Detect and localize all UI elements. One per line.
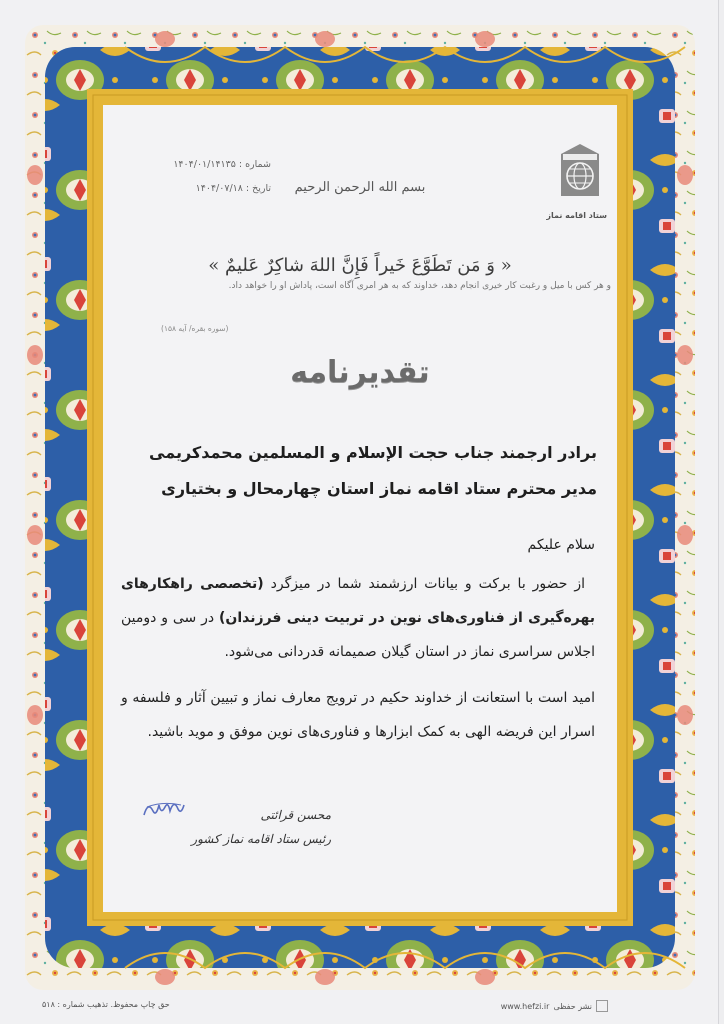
certificate-title: تقدیرنامه (290, 355, 430, 390)
number-value: ۱۴۰۴/۰۱/۱۴۱۳۵ (173, 159, 236, 170)
number-row (131, 153, 271, 177)
signer-name: محسن قرائتی (260, 808, 331, 822)
addressee-line-1: برادر ارجمند جناب حجت الإسلام و المسلمین محمدکریمی (149, 443, 597, 462)
publisher-logo-icon (596, 1000, 608, 1012)
verse-translation: و هر کس با میل و رغبت کار خیری انجام دهد، خداوند که به هر امری آگاه است، پاداش او را خواهد داد. (228, 281, 611, 291)
date-label: تاریخ : (245, 183, 271, 194)
date-value: ۱۴۰۴/۰۷/۱۸ (195, 183, 243, 194)
page-footer (0, 1000, 718, 1018)
salutation: سلام علیکم (527, 537, 595, 553)
number-label: شماره : (238, 159, 271, 170)
publisher-name: نشر حفظی (553, 1001, 592, 1011)
addressee (123, 435, 597, 507)
addressee-line-2: مدیر محترم ستاد اقامه نماز استان چهارمحال و بختیاری (161, 479, 597, 498)
p1-part-2: در سی و دومین اجلاس سراسری نماز در استان گیلان صمیمانه قدردانی می‌شود. (121, 610, 595, 660)
signature-block (151, 803, 331, 851)
p1-event-title: (تخصصی راهکارهای بهره‌گیری از فناوری‌های نوین در تربیت دینی فرزندان) (121, 576, 595, 626)
copyright-note: حق چاپ محفوظ. تذهیب شماره : ۵۱۸ (42, 1000, 170, 1009)
certificate-body (103, 105, 617, 912)
body-text (121, 567, 595, 749)
logo-caption: ستاد اقامه نماز (546, 211, 607, 220)
paragraph-1 (121, 567, 595, 669)
handwritten-signature-icon (141, 799, 187, 821)
signer-position: رئیس ستاد اقامه نماز کشور (191, 832, 331, 846)
paragraph-2: امید است با استعانت از خداوند حکیم در ترویج معارف نماز و تبیین آثار و فلسفه و اسرار این فریضه الهی به کمک ابزارها و فناوری‌های نوین موفق و موید باشید. (121, 690, 595, 740)
verse-reference: (سوره بقره/ آیه ۱۵۸) (161, 324, 229, 333)
publisher-info (501, 1000, 608, 1012)
publisher-website[interactable]: www.hefzi.ir (500, 1001, 550, 1011)
signer-name-row (151, 803, 331, 827)
quran-verse: « وَ مَن تَطَوَّعَ خَیراً فَإِنَّ اللهَ شاکِرٌ عَلیمٌ » (208, 255, 512, 276)
bismillah: بسم الله الرحمن الرحيم (294, 180, 426, 195)
p1-part-1: از حضور با برکت و بیانات ارزشمند شما در میزگرد (270, 576, 586, 592)
